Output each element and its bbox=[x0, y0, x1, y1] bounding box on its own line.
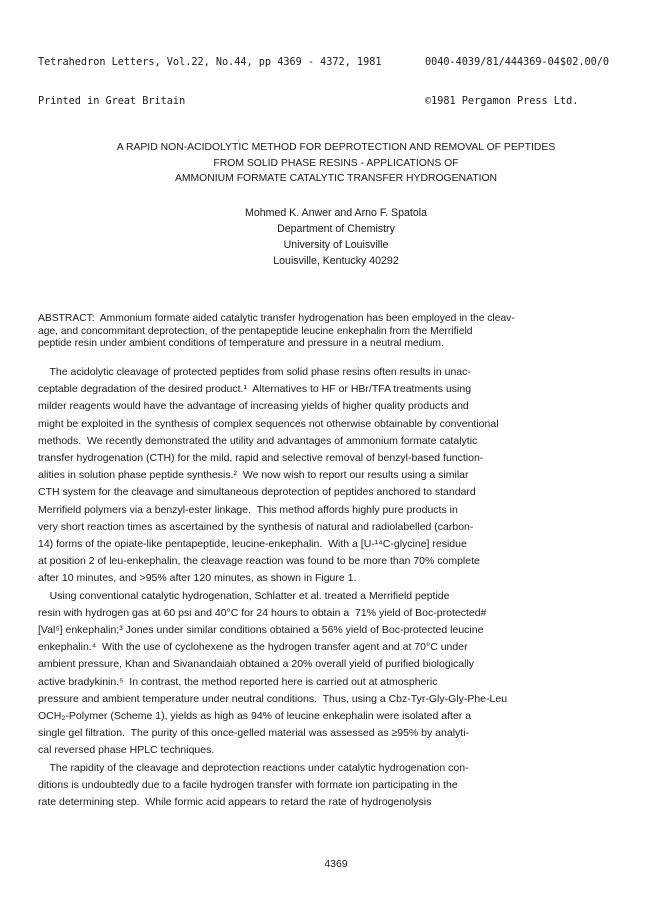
article-title bbox=[0, 140, 672, 187]
body-line: CTH system for the cleavage and simultaneous deprotection of peptides anchored to standard bbox=[38, 486, 476, 499]
abstract-line: age, and concommitant deprotection, of the pentapeptide leucine enkephalin from the Merrifield bbox=[38, 325, 473, 337]
body-line: pressure and ambient temperature under neutral conditions. Thus, using a Cbz-Tyr-Gly-Gly-Phe-Leu bbox=[38, 692, 508, 705]
body-line: at position 2 of leu-enkephalin, the cleavage reaction was found to be more than 70% complete bbox=[38, 555, 480, 568]
body-line: The acidolytic cleavage of protected peptides from solid phase resins often results in unac- bbox=[38, 366, 471, 378]
page-number: 4369 bbox=[324, 858, 348, 870]
body-line: The rapidity of the cleavage and deprotection reactions under catalytic hydrogenation con- bbox=[38, 761, 469, 774]
body-line: transfer hydrogenation (CTH) for the mild, rapid and selective removal of benzyl-based function- bbox=[38, 452, 484, 465]
body-line: ceptable degradation of the desired product.¹ Alternatives to HF or HBr/TFA treatments using bbox=[38, 383, 472, 396]
body-line: resin with hydrogen gas at 60 psi and 40°C for 24 hours to obtain a 71% yield of Boc-protected# bbox=[38, 606, 487, 619]
body-line: very short reaction times as ascertained by the synthesis of natural and radiolabelled (carbon- bbox=[38, 520, 474, 533]
body-line: after 10 minutes, and >95% after 120 minutes, as shown in Figure 1. bbox=[38, 572, 357, 585]
title-line: AMMONIUM FORMATE CATALYTIC TRANSFER HYDROGENATION bbox=[174, 173, 498, 184]
title-line: A RAPID NON-ACIDOLYTIC METHOD FOR DEPROTECTION AND REMOVAL OF PEPTIDES bbox=[116, 142, 556, 153]
author-names: Mohmed K. Anwer and Arno F. Spatola bbox=[245, 207, 427, 219]
body-line: enkephalin.⁴ With the use of cyclohexene as the hydrogen transfer agent and at 70°C under bbox=[38, 641, 468, 654]
body-line: methods. We recently demonstrated the utility and advantages of ammonium formate catalytic bbox=[38, 434, 478, 447]
title-line: FROM SOLID PHASE RESINS - APPLICATIONS OF bbox=[213, 157, 459, 169]
copyright-block bbox=[425, 30, 609, 134]
affiliation-line: University of Louisville bbox=[283, 239, 389, 251]
abstract-line: peptide resin under ambient conditions of temperature and pressure in a neutral medium. bbox=[38, 338, 444, 349]
body-line: milder reagents would have the advantage of increasing yields of higher quality products and bbox=[38, 400, 469, 413]
author-block bbox=[0, 205, 672, 269]
affiliation-line: Louisville, Kentucky 40292 bbox=[273, 255, 399, 267]
affiliation-line: Department of Chemistry bbox=[277, 223, 395, 235]
abstract-line: ABSTRACT: Ammonium formate aided catalytic transfer hydrogenation has been employed in the cleav- bbox=[38, 313, 515, 324]
body-line: 14) forms of the opiate-like pentapeptide, leucine-enkephalin. With a [U-¹⁴C-glycine] residue bbox=[38, 538, 467, 551]
issn-line: 0040-4039/81/444369-04$02.00/0 bbox=[425, 57, 610, 68]
body-line: Using conventional catalytic hydrogenation, Schlatter et al. treated a Merrifield peptide bbox=[38, 589, 450, 602]
printed-line: Printed in Great Britain bbox=[38, 96, 186, 107]
body-line: OCH₂-Polymer (Scheme 1), yields as high as 94% of leucine enkephalin were isolated after a bbox=[38, 710, 472, 723]
body-line: alities in solution phase peptide synthesis.² We now wish to report our results using a similar bbox=[38, 469, 469, 482]
body-line: active bradykinin.⁵ In contrast, the method reported here is carried out at atmospheric bbox=[38, 675, 438, 688]
body-line: cal reversed phase HPLC techniques. bbox=[38, 744, 215, 757]
abstract bbox=[38, 313, 638, 351]
body-line: rate determining step. While formic acid appears to retard the rate of hydrogenolysis bbox=[38, 796, 432, 809]
journal-citation bbox=[38, 30, 381, 134]
copyright-line: ©1981 Pergamon Press Ltd. bbox=[425, 96, 579, 107]
body-line: ditions is undoubtedly due to a facile hydrogen transfer with formate ion participating in the bbox=[38, 778, 458, 791]
body-line: [Val⁵] enkephalin;³ Jones under similar conditions obtained a 56% yield of Boc-protected leucine bbox=[38, 624, 484, 637]
body-line: single gel filtration. The purity of this once-gelled material was assessed as ≥95% by analyti- bbox=[38, 727, 470, 740]
body-line: Merrifield polymers via a benzyl-ester linkage. This method affords highly pure products in bbox=[38, 503, 458, 516]
body-line: ambient pressure, Khan and Sivanandaiah obtained a 20% overall yield of purified biologically bbox=[38, 658, 475, 671]
body-line: might be exploited in the synthesis of complex sequences not otherwise obtainable by conventional bbox=[38, 417, 499, 430]
citation-line: Tetrahedron Letters, Vol.22, No.44, pp 4369 - 4372, 1981 bbox=[38, 57, 382, 68]
body-text bbox=[38, 364, 638, 811]
